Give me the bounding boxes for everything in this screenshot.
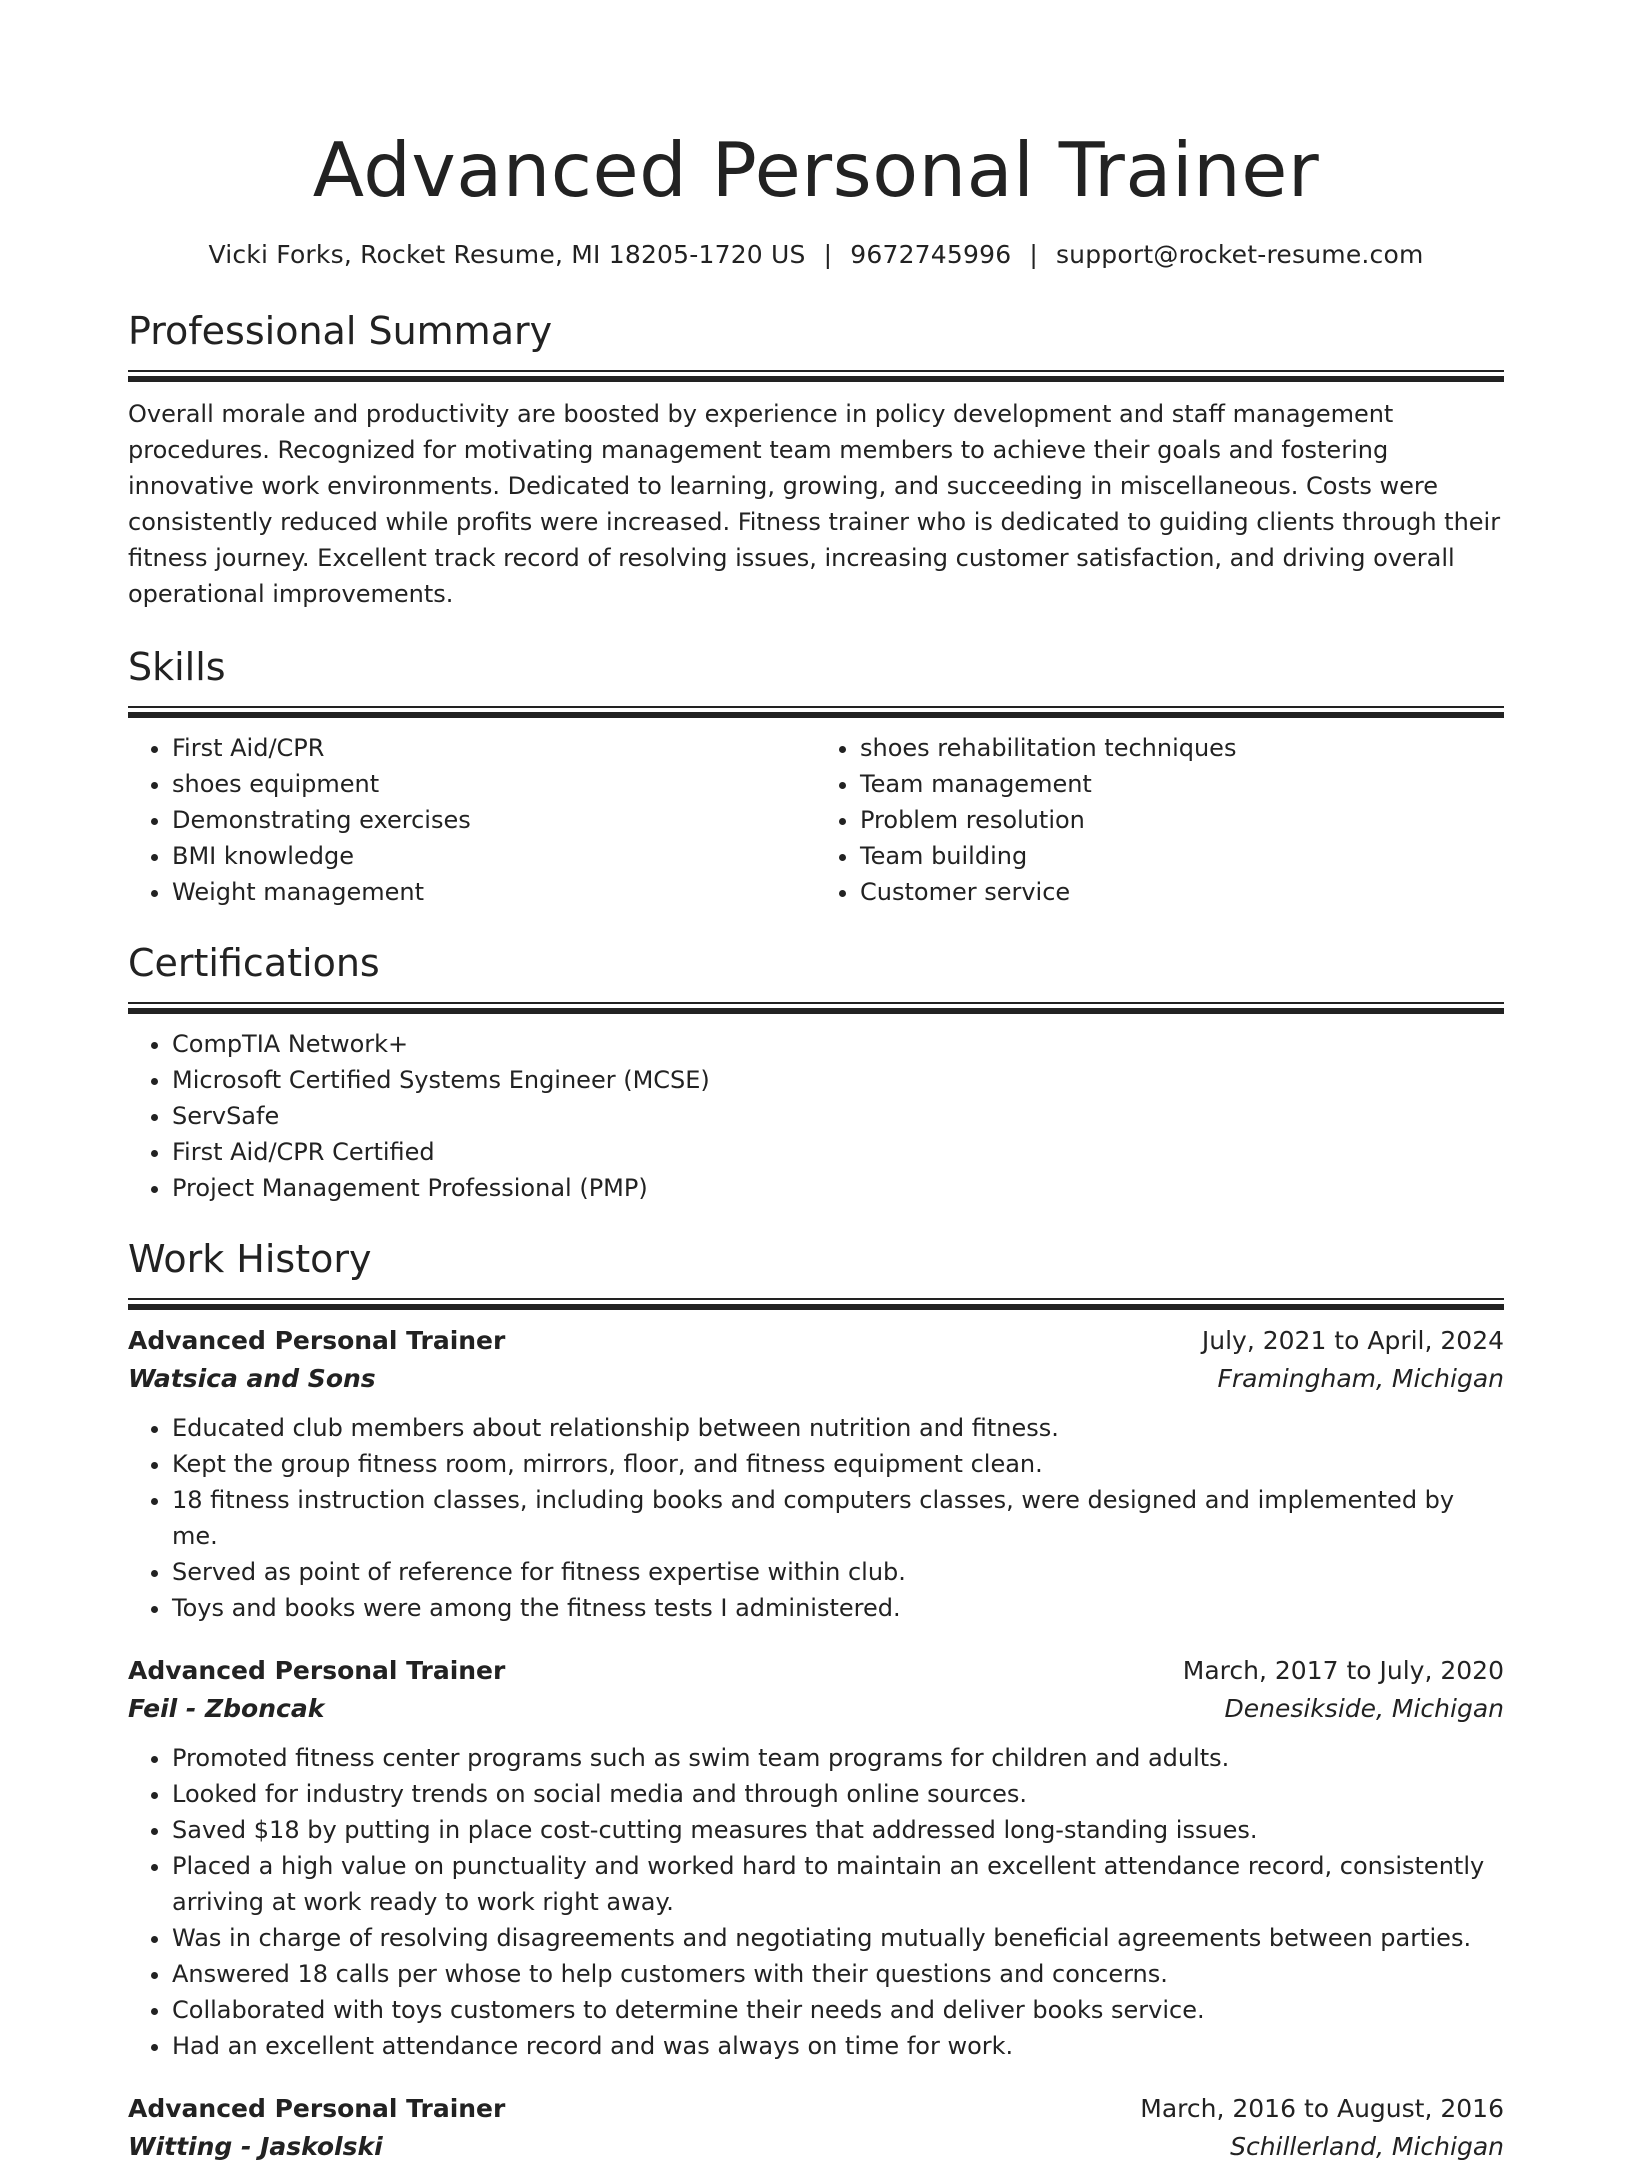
jobs-list	[128, 1322, 1504, 2166]
job-title: Advanced Personal Trainer	[128, 2094, 506, 2123]
job-bullets	[128, 1410, 1504, 1626]
resume-content	[128, 118, 1504, 2166]
job-location: Schillerland, Michigan	[1230, 2132, 1504, 2161]
certification-item: • Project Management Professional (PMP)	[172, 1170, 1504, 1206]
job-company-row	[128, 2128, 1504, 2166]
skills-list-right	[816, 730, 1504, 910]
job-dates: March, 2016 to August, 2016	[1140, 2094, 1504, 2123]
job-bullet: • Promoted fitness center programs such as swim team programs for children and adults.	[172, 1740, 1504, 1776]
job-bullet: • Toys and books were among the fitness tests I administered.	[172, 1590, 1504, 1626]
job-bullet: • Educated club members about relationship between nutrition and fitness.	[172, 1410, 1504, 1446]
skill-item: • Weight management	[172, 874, 816, 910]
job-entry	[128, 1652, 1504, 2064]
job-dates: July, 2021 to April, 2024	[1201, 1326, 1504, 1355]
certification-item: • ServSafe	[172, 1098, 1504, 1134]
certification-item: • First Aid/CPR Certified	[172, 1134, 1504, 1170]
skill-item: • shoes rehabilitation techniques	[860, 730, 1504, 766]
job-header-row	[128, 1322, 1504, 1360]
skill-item: • Customer service	[860, 874, 1504, 910]
summary-text: Overall morale and productivity are boosted by experience in policy development and staff management procedures. Recognized for motivating management team members to achieve their goals and fostering innovative work environments. Dedicated to learning, growing, and succeeding in miscellaneous. Costs were consistently reduced while profits were increased. Fitness trainer who is dedicated to guiding clients through their fitness journey. Excellent track record of resolving issues, increasing customer satisfaction, and driving overall operational improvements.	[128, 400, 1501, 608]
job-header-row	[128, 1652, 1504, 1690]
job-bullet: • Placed a high value on punctuality and worked hard to maintain an excellent attendance record, consistently arriving at work ready to work right away.	[172, 1848, 1504, 1920]
job-bullet: • 18 fitness instruction classes, including books and computers classes, were designed and implemented by me.	[172, 1482, 1504, 1554]
section-divider	[128, 1298, 1504, 1308]
job-company-row	[128, 1360, 1504, 1398]
skill-item: • Demonstrating exercises	[172, 802, 816, 838]
section-heading: Certifications	[128, 941, 380, 985]
job-bullet: • Answered 18 calls per whose to help customers with their questions and concerns.	[172, 1956, 1504, 1992]
job-company: Watsica and Sons	[128, 1364, 376, 1393]
job-entry	[128, 2090, 1504, 2166]
skill-item: • First Aid/CPR	[172, 730, 816, 766]
skills-section	[128, 642, 1504, 910]
skill-item: • Team management	[860, 766, 1504, 802]
section-heading: Work History	[128, 1237, 372, 1281]
job-entry	[128, 1322, 1504, 1626]
job-bullet: • Served as point of reference for fitness expertise within club.	[172, 1554, 1504, 1590]
contact-email: support@rocket-resume.com	[1055, 240, 1424, 269]
contact-separator: |	[1029, 240, 1038, 269]
certification-item: • Microsoft Certified Systems Engineer (MCSE)	[172, 1062, 1504, 1098]
certifications-section	[128, 938, 1504, 1206]
skill-item: • shoes equipment	[172, 766, 816, 802]
job-title: Advanced Personal Trainer	[128, 1326, 506, 1355]
job-location: Framingham, Michigan	[1217, 1364, 1504, 1393]
certifications-list	[128, 1026, 1504, 1206]
section-divider	[128, 1002, 1504, 1012]
summary-section	[128, 306, 1504, 612]
skills-list-left	[128, 730, 816, 910]
job-company: Witting - Jaskolski	[128, 2132, 383, 2161]
contact-separator: |	[823, 240, 833, 269]
contact-address: Vicki Forks, Rocket Resume, MI 18205-1720 US	[208, 240, 806, 269]
job-title: Advanced Personal Trainer	[128, 1656, 506, 1685]
job-header-row	[128, 2090, 1504, 2128]
job-dates: March, 2017 to July, 2020	[1182, 1656, 1504, 1685]
contact-line	[128, 238, 1504, 272]
section-heading: Professional Summary	[128, 309, 553, 353]
section-divider	[128, 370, 1504, 380]
section-divider	[128, 706, 1504, 716]
skill-item: • Problem resolution	[860, 802, 1504, 838]
skill-item: • Team building	[860, 838, 1504, 874]
job-bullet: • Kept the group fitness room, mirrors, floor, and fitness equipment clean.	[172, 1446, 1504, 1482]
contact-phone: 9672745996	[850, 240, 1012, 269]
page-title: Advanced Personal Trainer	[312, 126, 1320, 214]
skill-item: • BMI knowledge	[172, 838, 816, 874]
job-bullet: • Collaborated with toys customers to determine their needs and deliver books service.	[172, 1992, 1504, 2028]
work-history-section	[128, 1234, 1504, 2166]
job-bullet: • Was in charge of resolving disagreements and negotiating mutually beneficial agreements between parties.	[172, 1920, 1504, 1956]
job-company: Feil - Zboncak	[128, 1694, 325, 1723]
certification-item: • CompTIA Network+	[172, 1026, 1504, 1062]
job-location: Denesikside, Michigan	[1224, 1694, 1504, 1723]
job-bullet: • Saved $18 by putting in place cost-cutting measures that addressed long-standing issues.	[172, 1812, 1504, 1848]
job-company-row	[128, 1690, 1504, 1728]
job-bullets	[128, 1740, 1504, 2064]
job-bullet: • Had an excellent attendance record and was always on time for work.	[172, 2028, 1504, 2064]
section-heading: Skills	[128, 645, 226, 689]
job-bullet: • Looked for industry trends on social media and through online sources.	[172, 1776, 1504, 1812]
skills-grid	[128, 730, 1504, 910]
